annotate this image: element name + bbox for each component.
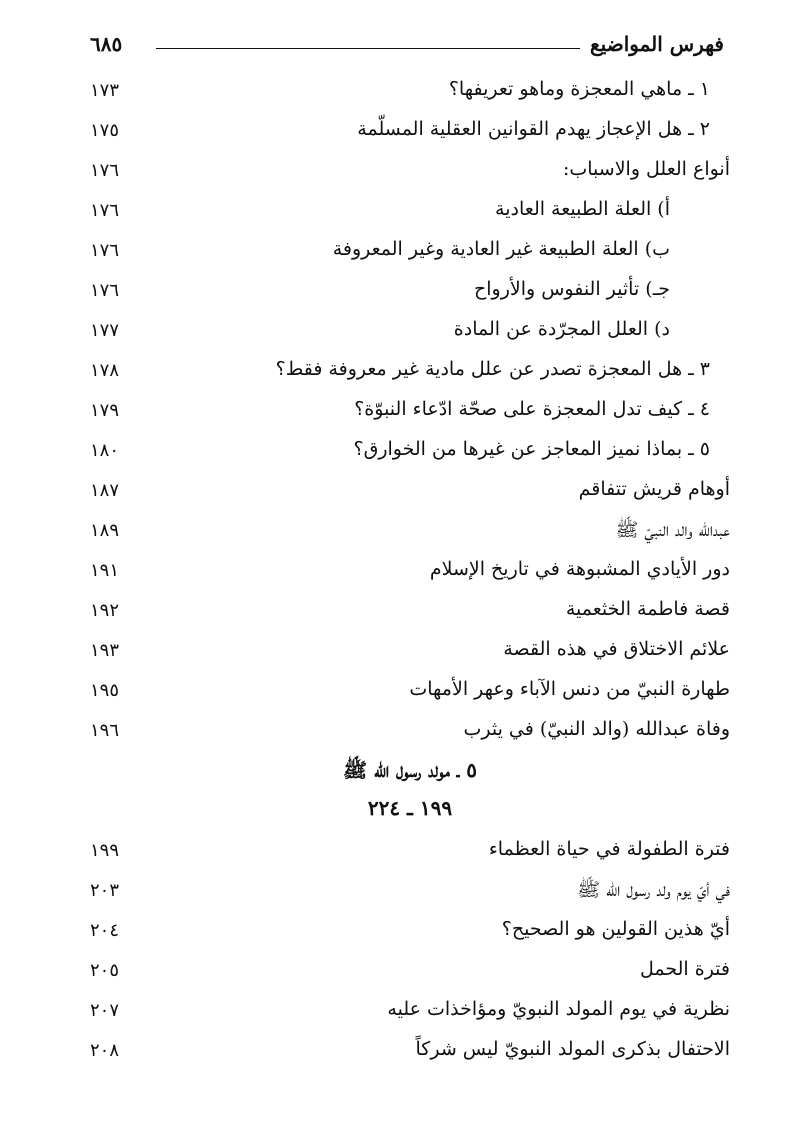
toc-entry xyxy=(90,718,730,752)
toc-entry-text: ب) العلة الطبيعة غير العادية وغير المعروفة xyxy=(332,238,670,260)
toc-entry-page: ١٧٦ xyxy=(90,200,120,221)
toc-entry-text: ١ ـ ماهي المعجزة وماهو تعريفها؟ xyxy=(448,78,710,100)
toc-entry-text: نظرية في يوم المولد النبويّ ومؤاخذات عليه xyxy=(387,998,730,1020)
toc-entry xyxy=(90,838,730,872)
toc-entry xyxy=(90,558,730,592)
toc-entry-text: عبدالله والد النبيّ ﷺ xyxy=(615,519,730,541)
toc-entry xyxy=(90,78,730,112)
header-title: فهرس المواضيع xyxy=(590,32,724,56)
toc-entry xyxy=(90,238,730,272)
header-rule xyxy=(156,48,580,49)
toc-entry xyxy=(90,318,730,352)
toc-entry-page: ٢٠٥ xyxy=(90,960,120,981)
toc-entry-text: ٢ ـ هل الإعجاز يهدم القوانين العقلية المسلّمة xyxy=(357,118,710,140)
toc-entry-text: أنواع العلل والاسباب: xyxy=(562,158,730,180)
toc-entry-text: علائم الاختلاق في هذه القصة xyxy=(503,638,730,660)
header-page-number: ٦٨٥ xyxy=(90,32,123,56)
toc-entry-text: وفاة عبدالله (والد النبيّ) في يثرب xyxy=(463,718,730,740)
toc-entry-page: ١٨٠ xyxy=(90,440,120,461)
toc-entry-text: طهارة النبيّ من دنس الآباء وعهر الأمهات xyxy=(409,678,730,700)
toc-entry-page: ١٧٥ xyxy=(90,120,120,141)
toc-entry-page: ٢٠٤ xyxy=(90,920,120,941)
toc-entry-page: ١٩٣ xyxy=(90,640,120,661)
toc-entry-page: ١٧٦ xyxy=(90,280,120,301)
toc-entry-page: ١٧٦ xyxy=(90,160,120,181)
toc-entry-text: ٤ ـ كيف تدل المعجزة على صحّة ادّعاء النبوّة؟ xyxy=(354,398,710,420)
toc-entry-text: ٥ ـ بماذا نميز المعاجز عن غيرها من الخوارق؟ xyxy=(353,438,710,460)
toc-entry xyxy=(90,278,730,312)
toc-entry-page: ١٧٨ xyxy=(90,360,120,381)
toc-entry-text: الاحتفال بذكرى المولد النبويّ ليس شركاً xyxy=(415,1038,730,1060)
toc-entry-page: ١٨٧ xyxy=(90,480,120,501)
toc-entry-text: أيّ هذين القولين هو الصحيح؟ xyxy=(501,918,730,940)
toc-entry-page: ٢٠٧ xyxy=(90,1000,120,1021)
toc-entry-page: ١٩٩ xyxy=(90,840,120,861)
toc-entry xyxy=(90,398,730,432)
toc-entry-page: ١٩١ xyxy=(90,560,120,581)
toc-entry-page: ٢٠٣ xyxy=(90,880,120,901)
toc-entry xyxy=(90,678,730,712)
toc-entry-text: في أيّ يوم ولد رسول الله ﷺ xyxy=(577,879,730,901)
toc-entry-page: ١٨٩ xyxy=(90,520,120,541)
toc-entry-page: ٢٠٨ xyxy=(90,1040,120,1061)
toc-entry xyxy=(90,158,730,192)
toc-entry xyxy=(90,598,730,632)
toc-entry xyxy=(90,358,730,392)
toc-entry xyxy=(90,918,730,952)
toc-entry-text: دور الأيادي المشبوهة في تاريخ الإسلام xyxy=(429,558,730,580)
toc-entry-text: فترة الطفولة في حياة العظماء xyxy=(488,838,730,860)
toc-entry-page: ١٧٣ xyxy=(90,80,120,101)
toc-entry-text: ٣ ـ هل المعجزة تصدر عن علل مادية غير معروفة فقط؟ xyxy=(275,358,710,380)
toc-entry-text: د) العلل المجرّدة عن المادة xyxy=(453,318,670,340)
toc-entry xyxy=(90,518,730,552)
toc-entry xyxy=(90,958,730,992)
toc-entry xyxy=(90,638,730,672)
toc-entry-text: فترة الحمل xyxy=(640,958,730,980)
page-header xyxy=(90,30,730,64)
toc-entry-page: ١٧٩ xyxy=(90,400,120,421)
toc-entry xyxy=(90,1038,730,1072)
toc-entry xyxy=(90,198,730,232)
toc-entry-page: ١٩٢ xyxy=(90,600,120,621)
toc-entry xyxy=(90,478,730,512)
toc-entry-text: جـ) تأثير النفوس والأرواح xyxy=(473,278,670,300)
toc-entry xyxy=(90,998,730,1032)
toc-entry-text: قصة فاطمة الخثعمية xyxy=(565,598,730,620)
toc-entry-text: أوهام قريش تتفاقم xyxy=(578,478,730,500)
section-page-range: ١٩٩ ـ ٢٢٤ xyxy=(367,796,453,820)
section-title: ٥ ـ مولد رسول الله ﷺ xyxy=(342,758,478,782)
toc-entry-page: ١٧٧ xyxy=(90,320,120,341)
toc-entry-page: ١٩٦ xyxy=(90,720,120,741)
toc-entry-page: ١٩٥ xyxy=(90,680,120,701)
toc-entry xyxy=(90,118,730,152)
toc-entry xyxy=(90,438,730,472)
toc-entry-page: ١٧٦ xyxy=(90,240,120,261)
toc-entry-text: أ) العلة الطبيعة العادية xyxy=(495,198,670,220)
toc-entry xyxy=(90,878,730,912)
